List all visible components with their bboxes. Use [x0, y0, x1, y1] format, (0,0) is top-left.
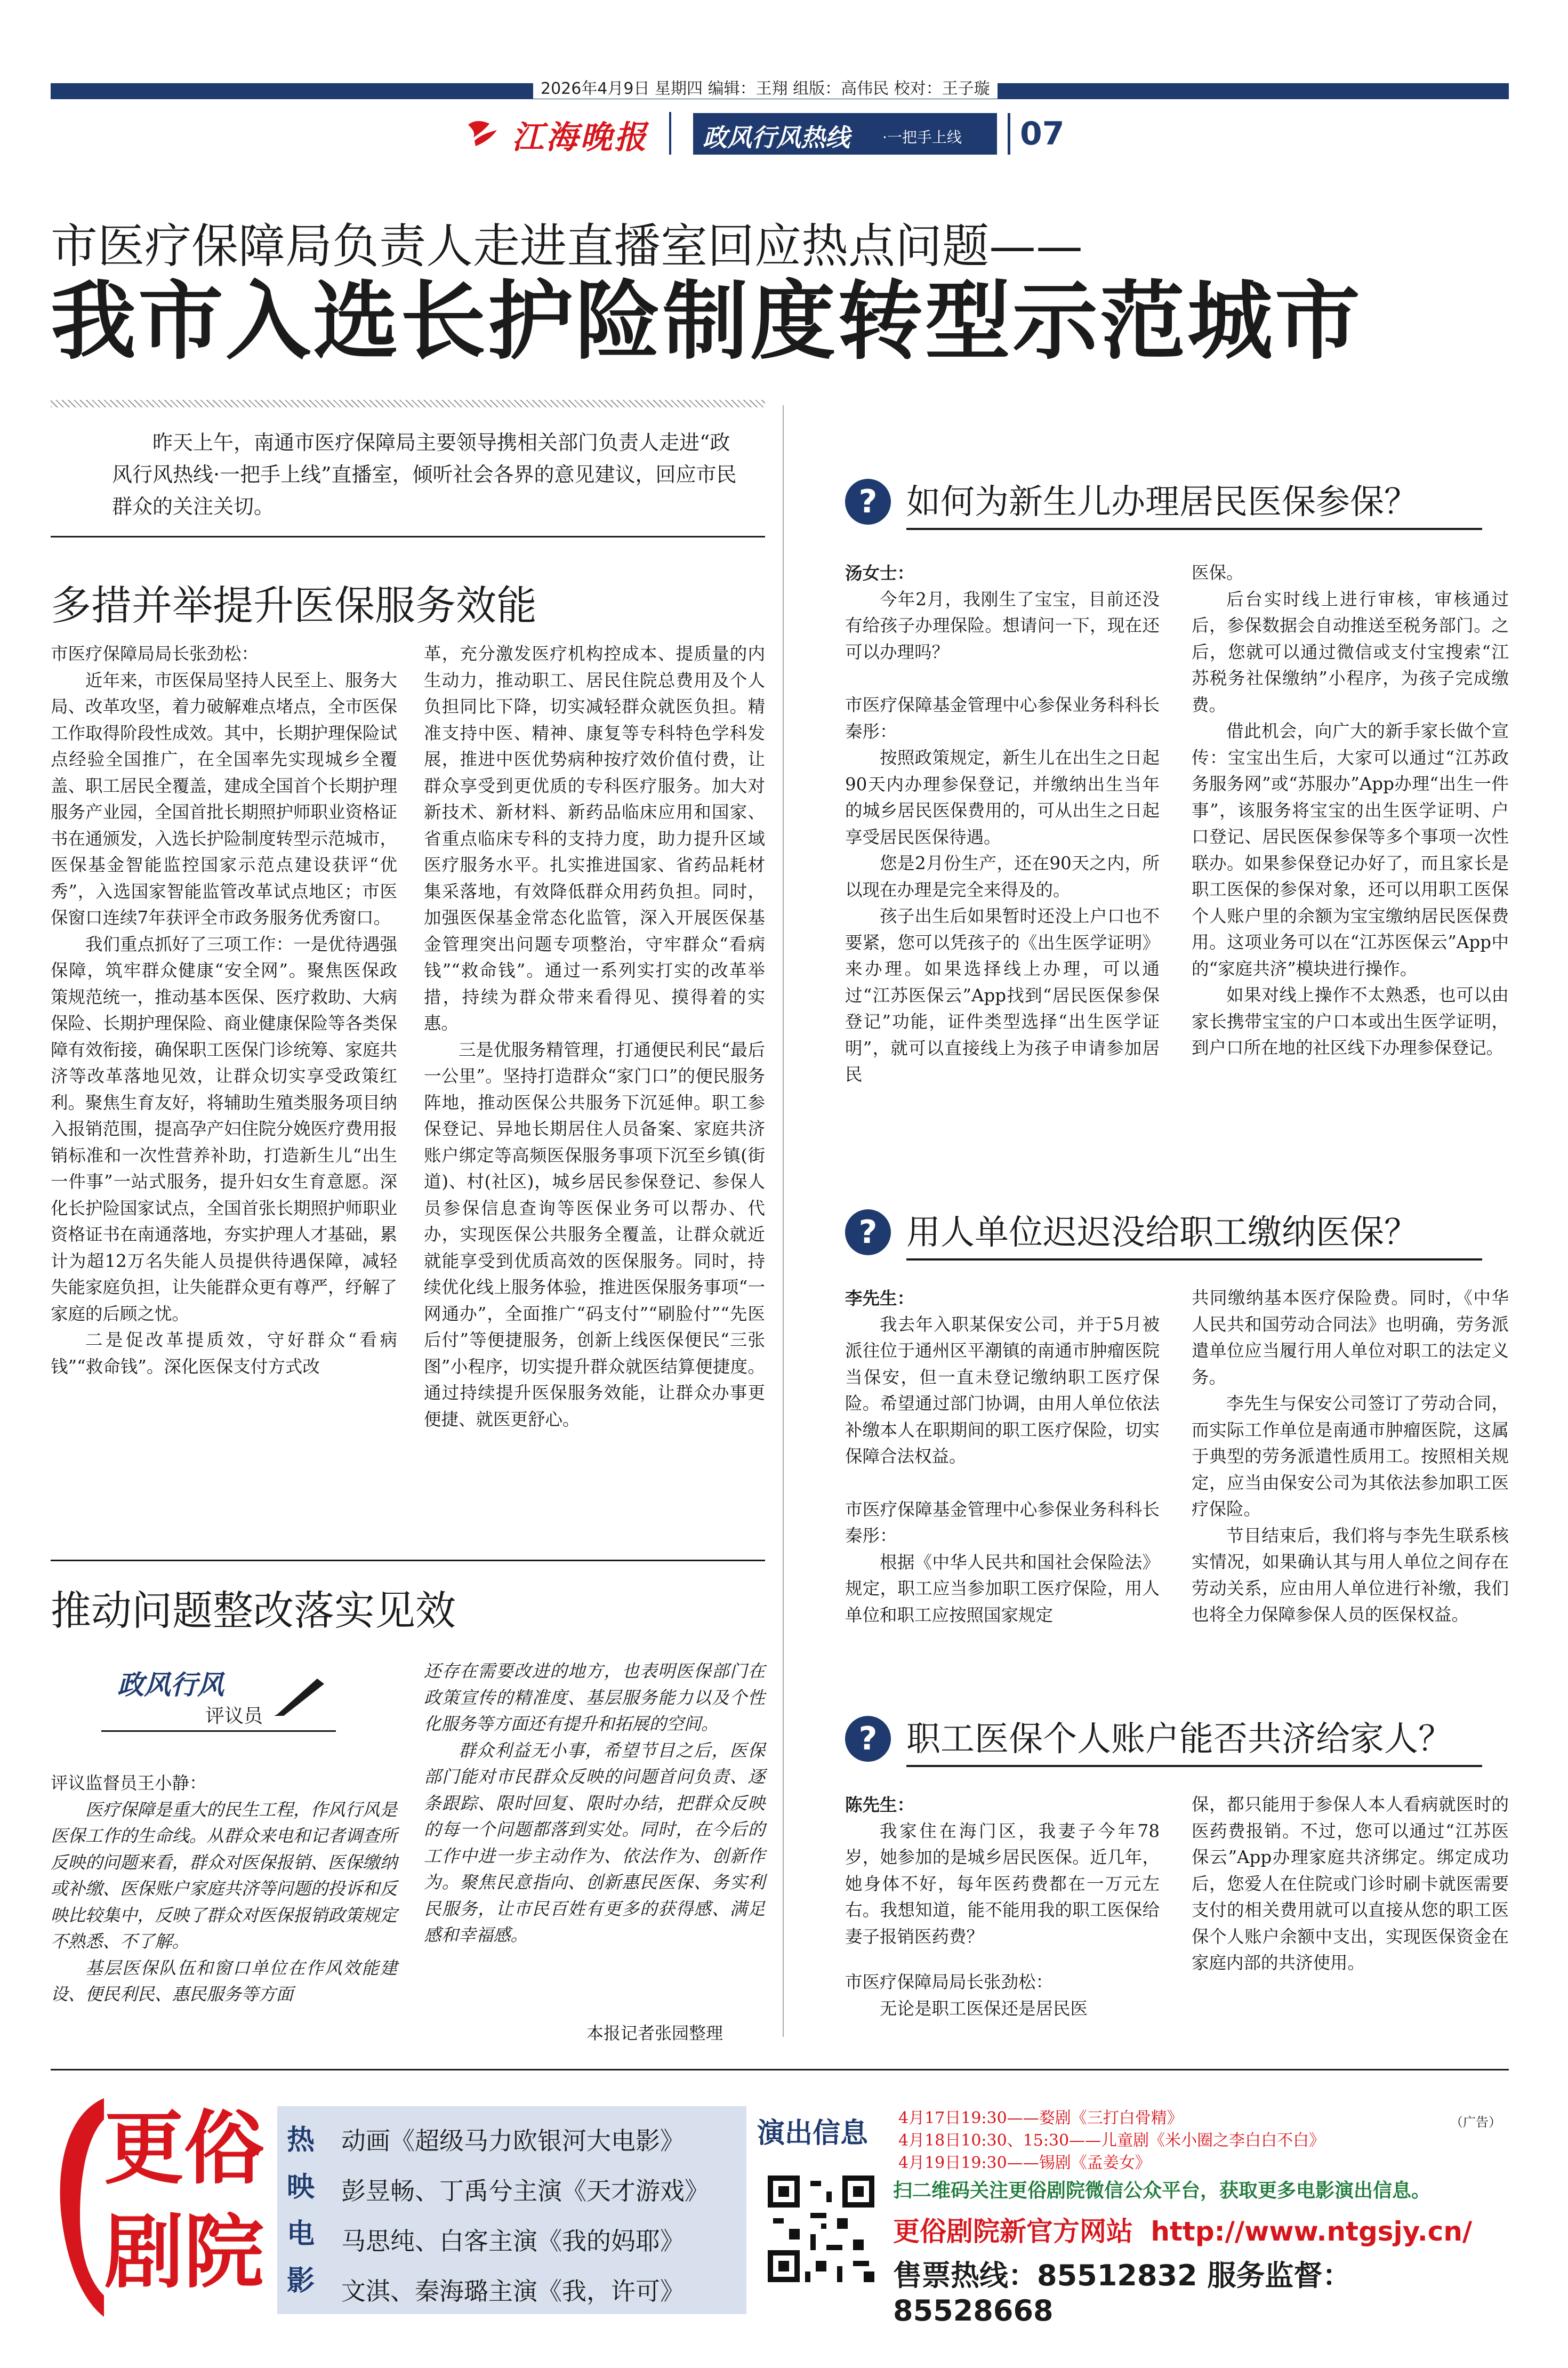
byline: 本报记者张园整理	[586, 2023, 723, 2043]
show-item: 4月18日10:30、15:30——儿童剧《米小圈之李白白不白》	[898, 2131, 1325, 2150]
show-item: 4月19日19:30——锡剧《孟姜女》	[898, 2154, 1151, 2172]
question-text: 今年2月，我刚生了宝宝，目前还没有给孩子办理保险。想请问一下，现在还可以办理吗？	[845, 589, 1160, 662]
paragraph: 近年来，市医保局坚持人民至上、服务大局、改革攻坚，着力破解难点堵点，全市医保工作取得阶段性成效。其中，长期护理保险试点经验全国推广，在全国率先实现城乡全覆盖、职工居民全覆盖，建成全国首个长期护理服务产业园，全国首批长期照护师职业资格证书在通颁发，入选长护险制度转型示范城市，医保基金智能监控国家示范点建设获评“优秀”，入选国家智能监管改革试点地区；市医保窗口连续7年获评全市政务服务优秀窗口。	[51, 670, 398, 928]
shows-label: 演出信息	[757, 2117, 869, 2149]
film-item: 彭昱畅、丁禹兮主演《天才游戏》	[341, 2177, 709, 2205]
theater-name-line2: 剧院	[104, 2206, 264, 2299]
question-title: 如何为新生儿办理居民医保参保？	[906, 475, 1482, 530]
paragraph: 医保。	[1192, 563, 1244, 583]
film-item: 动画《超级马力欧银河大电影》	[341, 2126, 685, 2155]
column-divider	[783, 405, 784, 2037]
newspaper-name: 江海晚报	[512, 119, 648, 156]
speaker	[51, 1770, 397, 1797]
badge-subtitle: 评议员	[205, 1705, 263, 1727]
ticket-hotline: 售票热线：85512832 服务监督：85528668	[893, 2259, 1352, 2327]
films-panel	[277, 2106, 746, 2314]
asker-name: 汤女士：	[845, 563, 915, 583]
website-row	[893, 2210, 1472, 2249]
theater-logo-icon	[51, 2093, 109, 2322]
films-label: 热映电影	[287, 2124, 315, 2297]
page-number: 07	[1008, 113, 1083, 155]
show-list	[898, 2107, 1325, 2174]
theater-logo	[51, 2088, 264, 2330]
film-list	[341, 2116, 709, 2316]
question-title: 用人单位迟迟没给职工缴纳医保？	[906, 1205, 1482, 1261]
speaker-name: 市医疗保障局局长张劲松：	[51, 644, 259, 664]
paragraph: 无论是职工医保还是居民医	[880, 1998, 1088, 2019]
dateline: 2026年4月9日 星期四 编辑：王翔 组版：高伟民 校对：王子璇	[533, 75, 998, 99]
theater-name-line1: 更俗	[104, 2102, 264, 2195]
column-name: 政风行风热线	[703, 123, 850, 152]
paragraph: 节目结束后，我们将与李先生联系核实情况，如果确认其与用人单位之间存在劳动关系，应由用人单位进行补缴，我们也将全力保障参保人员的医保权益。	[1192, 1525, 1509, 1625]
paragraph: 借此机会，向广大的新手家长做个宣传：宝宝出生后，大家可以通过“江苏政务服务网”或“苏服办”App办理“出生一件事”，该服务将宝宝的出生医学证明、户口登记、居民医保参保等多个事项一次性联办。如果参保登记办好了，而且家长是职工医保的参保对象，还可以用职工医保个人账户里的余额为宝宝缴纳居民医保费用。这项业务可以在“江苏医保云”App中的“家庭共济”模块进行操作。	[1192, 721, 1509, 979]
section1-column-2	[424, 641, 765, 1433]
paragraph: 后台实时线上进行审核，审核通过后，参保数据会自动推送至税务部门。之后，您就可以通过微信或支付宝搜索“江苏税务社保缴纳”小程序，为孩子完成缴费。	[1192, 589, 1509, 715]
paragraph: 群众利益无小事，希望节目之后，医保部门能对市民群众反映的问题首问负责、逐条跟踪、限时回复、限时办结，把群众反映的每一个问题都落到实处。同时，在今后的工作中进一步主动作为、依法作为、创新作为。聚焦民意指向、创新惠民医保、务实利民服务，让市民百姓有更多的获得感、满足感和幸福感。	[424, 1740, 765, 1945]
answerer-name: 市医疗保障基金管理中心参保业务科科长秦彤：	[845, 695, 1160, 742]
speaker-name: 评议监督员王小静：	[51, 1773, 207, 1793]
ad-tag: （广告）	[1450, 2115, 1501, 2130]
section-heading: 多措并举提升医保服务效能	[51, 582, 537, 629]
website-label: 更俗剧院新官方网站	[893, 2216, 1133, 2247]
paragraph: 孩子出生后如果暂时还没上户口也不要紧，您可以凭孩子的《出生医学证明》来办理。如果选择线上办理，可以通过“江苏医保云”App找到“居民医保参保登记”功能，证件类型选择“出生医学证明”，就可以直接线上为孩子申请参加居民	[845, 906, 1160, 1085]
paragraph: 如果对线上操作不太熟悉，也可以由家长携带宝宝的户口本或出生医学证明，到户口所在地的社区线下办理参保登记。	[1192, 985, 1509, 1058]
paragraph: 共同缴纳基本医疗保险费。同时，《中华人民共和国劳动合同法》也明确，劳务派遣单位应当履行用人单位对职工的法定义务。	[1192, 1288, 1509, 1387]
qa2-column-1	[845, 1285, 1160, 1628]
lead-rule	[51, 536, 765, 537]
pen-icon	[272, 1674, 331, 1717]
section2-column-1	[51, 1770, 397, 2008]
section2-column-2	[424, 1658, 765, 1949]
reviewer-badge	[101, 1658, 336, 1733]
question-text: 我家住在海门区，我妻子今年78岁，她参加的是城乡居民医保。近几年，她身体不好，每年医药费都在一万元左右。我想知道，能不能用我的职工医保给妻子报销医药费？	[845, 1820, 1160, 1947]
section2-rule	[51, 1560, 765, 1561]
shows-panel	[746, 2106, 1509, 2327]
paragraph: 根据《中华人民共和国社会保险法》规定，职工应当参加职工医疗保险，用人单位和职工应按照国家规定	[845, 1552, 1160, 1625]
asker-name: 陈先生：	[845, 1794, 915, 1815]
show-item: 4月17日19:30——婺剧《三打白骨精》	[898, 2109, 1183, 2128]
question-icon: ?	[845, 479, 891, 525]
question-text: 我去年入职某保安公司，并于5月被派往位于通州区平潮镇的南通市肿瘤医院当保安，但一直未登记缴纳职工医疗保险。希望通过部门协调，由用人单位依法补缴本人在职期间的职工医疗保险，切实保障合法权益。	[845, 1314, 1160, 1466]
headline: 我市入选长护险制度转型示范城市	[51, 271, 1363, 371]
paragraph: 三是优服务精管理，打通便民利民“最后一公里”。坚持打造群众“家门口”的便民服务阵地，推动医保公共服务下沉延伸。职工参保登记、异地长期居住人员备案、家庭共济账户绑定等高频医保服务事项下沉至乡镇(街道)、村(社区)，城乡居民参保登记、参保人员参保信息查询等医保业务可以帮办、代办，实现医保公共服务全覆盖，让群众就近就能享受到优质高效的医保服务。同时，持续优化线上服务体验，推进医保服务事项“一网通办”，全面推广“码支付”“刷脸付”“先医后付”等便捷服务，创新上线医保便民“三张图”小程序，切实提升群众就医结算便捷度。通过持续提升医保服务效能，让群众办事更便捷、就医更舒心。	[424, 1039, 765, 1430]
asker-name: 李先生：	[845, 1288, 915, 1309]
qa1-column-2	[1192, 560, 1509, 1062]
film-item: 马思纯、白客主演《我的妈耶》	[341, 2227, 685, 2255]
paragraph: 基层医保队伍和窗口单位在作风效能建设、便民利民、惠民服务等方面	[51, 1957, 397, 2004]
paragraph: 二是促改革提质效，守好群众“看病钱”“救命钱”。深化医保支付方式改	[51, 1330, 397, 1377]
website-link[interactable]: http://www.ntgsjy.cn/	[1151, 2216, 1473, 2247]
section-heading: 推动问题整改落实见效	[51, 1587, 456, 1634]
question-title: 职工医保个人账户能否共济给家人？	[906, 1712, 1482, 1767]
paragraph: 按照政策规定，新生儿在出生之日起90天内办理参保登记，并缴纳出生当年的城乡居民医保费用的，可从出生之日起享受居民医保待遇。	[845, 748, 1160, 847]
badge-title: 政风行风	[117, 1669, 224, 1700]
column-subname: ·一把手上线	[882, 129, 962, 146]
hatch-divider	[51, 400, 765, 407]
paragraph: 保，都只能用于参保人本人看病就医时的医药费报销。不过，您可以通过“江苏医保云”App办理家庭共济绑定。绑定成功后，您爱人在住院或门诊时刷卡就医需要支付的相关费用就可以直接从您的职工医保个人账户余额中支出，实现医保资金在家庭内部的共济使用。	[1192, 1794, 1509, 1973]
qa3-column-2	[1192, 1792, 1509, 1977]
question-icon: ?	[845, 1716, 891, 1762]
subtitle: 市医疗保障局负责人走进直播室回应热点问题——	[51, 219, 1083, 274]
qa2-column-2	[1192, 1285, 1509, 1628]
ad-top-rule	[51, 2069, 1509, 2070]
qa3-column-1	[845, 1792, 1160, 2022]
paragraph: 李先生与保安公司签订了劳动合同，而实际工作单位是南通市肿瘤医院，这属于典型的劳务派遣性质用工。按照相关规定，应当由保安公司为其依法参加职工医疗保险。	[1192, 1393, 1509, 1519]
badge-rule	[101, 1730, 336, 1732]
paragraph: 您是2月份生产，还在90天之内，所以现在办理是完全来得及的。	[845, 853, 1160, 900]
qr-code-icon[interactable]	[762, 2170, 880, 2287]
qa1-column-1	[845, 560, 1160, 1088]
lead-paragraph: 昨天上午，南通市医疗保障局主要领导携相关部门负责人走进“政风行风热线·一把手上线”直播室，倾听社会各界的意见建议，回应市民群众的关注关切。	[112, 431, 737, 518]
answerer-name: 市医疗保障局局长张劲松：	[845, 1972, 1054, 1992]
speaker	[51, 641, 397, 668]
section1-column-1	[51, 641, 397, 1380]
newspaper-logo-icon	[464, 114, 501, 151]
question-icon: ?	[845, 1209, 891, 1255]
qr-note: 扫二维码关注更俗剧院微信公众平台，获取更多电影演出信息。	[893, 2180, 1431, 2202]
answerer-name: 市医疗保障基金管理中心参保业务科科长秦彤：	[845, 1499, 1160, 1546]
column-banner	[693, 113, 997, 155]
film-item: 文淇、秦海璐主演《我，许可》	[341, 2277, 685, 2306]
paragraph: 我们重点抓好了三项工作：一是优待遇强保障，筑牢群众健康“安全网”。聚焦医保政策规范统一，推动基本医保、医疗救助、大病保险、长期护理保险、商业健康保险等各类保障有效衔接，确保职工医保门诊统筹、家庭共济等改革落地见效，让群众切实享受政策红利。聚焦生育友好，将辅助生殖类服务项目纳入报销范围，提高孕产妇住院分娩医疗费用报销标准和一次性营养补助，打造新生儿“出生一件事”一站式服务，提升妇女生育意愿。深化长护险国家试点，全国首张长期照护师职业资格证书在南通落地，夯实护理人才基础，累计为超12万名失能人员提供待遇保障，减轻失能家庭负担，让失能群众更有尊严，纾解了家庭的后顾之忧。	[51, 934, 398, 1324]
paragraph: 医疗保障是重大的民生工程，作风行风是医保工作的生命线。从群众来电和记者调查所反映的问题来看，群众对医保报销、医保缴纳或补缴、医保账户家庭共济等问题的投诉和反映比较集中，反映了群众对医保报销政策规定不熟悉、不了解。	[51, 1799, 398, 1952]
paragraph: 革，充分激发医疗机构控成本、提质量的内生动力，推动职工、居民住院总费用及个人负担同比下降，切实减轻群众就医负担。精准支持中医、精神、康复等专科特色学科发展，推进中医优势病种按疗效价值付费，让群众享受到更优质的专科医疗服务。加大对新技术、新材料、新药品临床应用和国家、省重点临床专科的支持力度，助力提升区域医疗服务水平。扎实推进国家、省药品耗材集采落地，有效降低群众用药负担。同时，加强医保基金常态化监管，深入开展医保基金管理突出问题专项整治，守牢群众“看病钱”“救命钱”。通过一系列实打实的改革举措，持续为群众带来看得见、摸得着的实惠。	[424, 644, 765, 1033]
header-divider	[669, 112, 671, 155]
paragraph: 还存在需要改进的地方，也表明医保部门在政策宣传的精准度、基层服务能力以及个性化服务等方面还有提升和拓展的空间。	[424, 1661, 765, 1734]
